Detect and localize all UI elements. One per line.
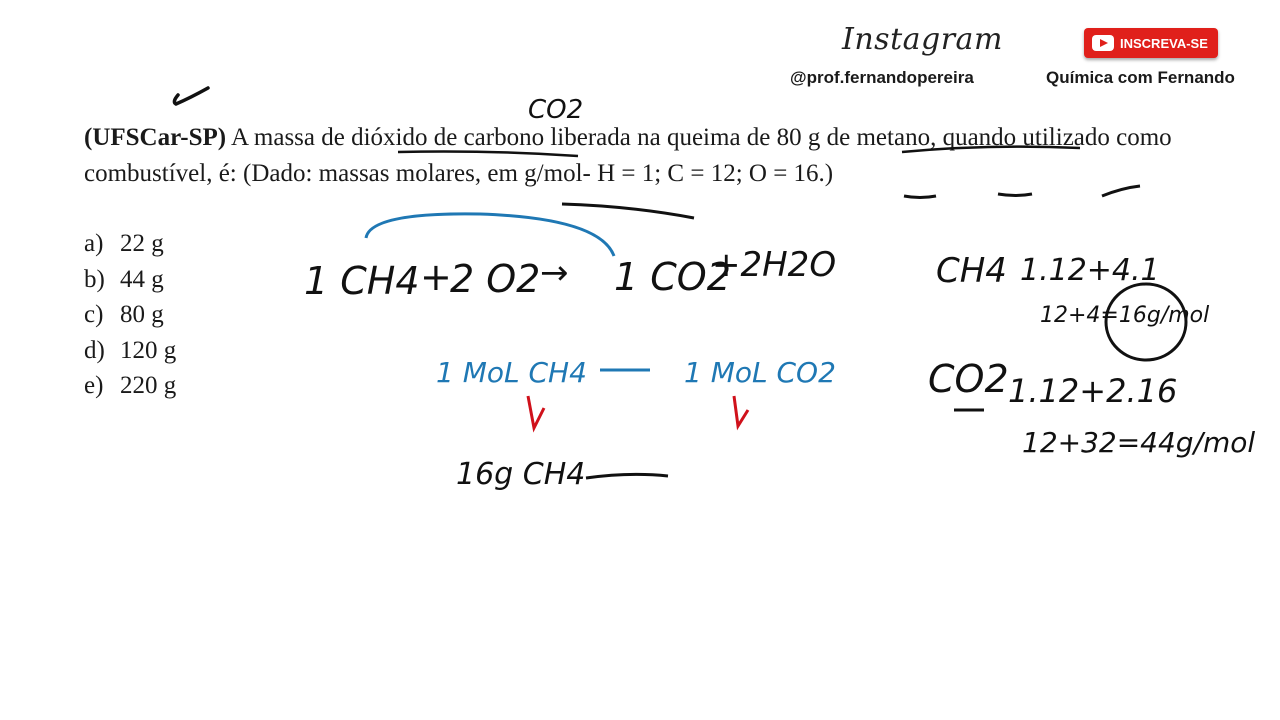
- option-value: 80 g: [120, 301, 164, 328]
- question-source: (UFSCar-SP): [84, 124, 227, 151]
- calc-co2-expr: 1.12+2.16: [1008, 372, 1178, 410]
- reaction-arrow: →: [540, 253, 569, 293]
- mass-relation-line: [586, 474, 668, 478]
- underline-dado: [562, 204, 694, 218]
- option-letter: c): [84, 301, 104, 328]
- option-letter: b): [84, 265, 105, 293]
- option-value: 22 g: [120, 230, 164, 257]
- calc-co2-label: CO2: [928, 357, 1009, 401]
- option-value: 120 g: [120, 336, 177, 364]
- calc-co2-result: 12+32=44g/mol: [1022, 426, 1256, 459]
- option-value: 44 g: [120, 265, 164, 293]
- mass-ch4: 16g CH4: [456, 457, 586, 492]
- reaction-o2: 2 O2: [450, 257, 541, 301]
- instagram-label: Instagram: [842, 22, 1003, 57]
- co2-note: CO2: [528, 95, 584, 125]
- calc-ch4-label: CH4: [936, 251, 1007, 291]
- underline-metano: [902, 147, 1080, 152]
- option-letter: a): [84, 230, 104, 257]
- mol-ch4: 1 MoL CH4: [436, 356, 587, 389]
- instagram-handle: @prof.fernandopereira: [790, 68, 974, 87]
- option-letter: d): [84, 336, 105, 364]
- channel-name: Química com Fernando: [1046, 68, 1235, 87]
- carbon-arc: [366, 214, 614, 256]
- red-arrow-right: [734, 396, 748, 426]
- check-mark: [174, 88, 208, 104]
- reaction-h2o: +2H2O: [712, 245, 837, 285]
- subscribe-label: INSCREVA-SE: [1120, 35, 1208, 51]
- reaction-co2: 1 CO2: [614, 255, 731, 299]
- reaction-plus: +: [420, 255, 452, 299]
- question-body: A massa de dióxido de carbono liberada na queima de 80 g de metano, quando utilizado como combustível, é: (Dado: massas molares, em g/mol- H = 1; C = 12; O = 16.): [84, 124, 1172, 187]
- underline-c: [998, 194, 1032, 196]
- red-arrow-left: [528, 396, 544, 428]
- underline-dioxido: [398, 152, 578, 157]
- option-value: 220 g: [120, 372, 177, 399]
- option-letter: e): [84, 372, 104, 399]
- mol-co2: 1 MoL CO2: [684, 356, 836, 389]
- underline-h: [904, 196, 936, 198]
- calc-ch4-result: 12+4=16g/mol: [1040, 303, 1210, 328]
- underline-o: [1102, 186, 1140, 196]
- calc-ch4-expr: 1.12+4.1: [1020, 253, 1160, 288]
- reaction-ch4: 1 CH4: [304, 259, 420, 303]
